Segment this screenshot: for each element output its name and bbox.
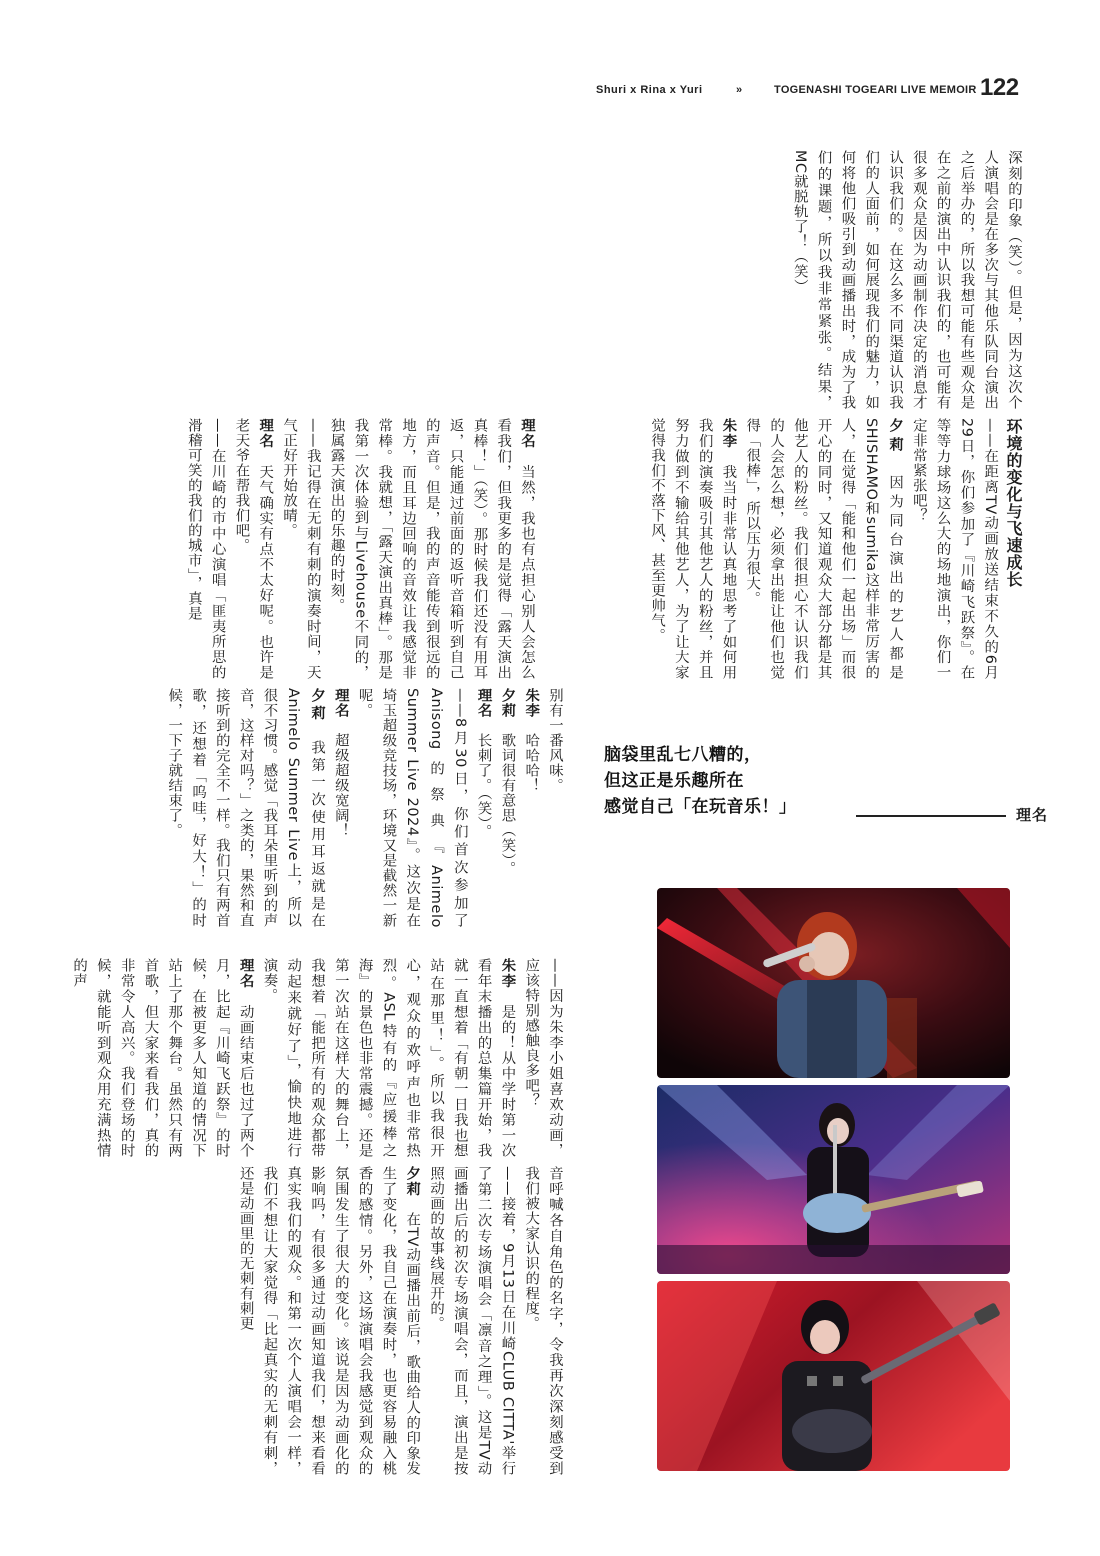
speaker-name: 朱李 <box>499 958 516 989</box>
quote-line: 脑袋里乱七八糟的， <box>604 745 762 765</box>
running-header <box>588 72 1028 106</box>
page-number: 122 <box>980 74 1019 101</box>
guitarist-photo <box>657 1085 1010 1274</box>
interview-answer <box>324 418 538 680</box>
interview-answer <box>328 688 352 928</box>
text-block-e <box>71 958 566 1159</box>
answer-text: 当然，我也有点担心别人会怎么看我们，但我更多的是觉得「露天演出真棒！」（笑）。那时候我们还没有用耳返，只能通过前面的返听音箱听到自己的声音。但是，我的声音能传到很远的地方，而且耳边回响的音效让我感觉非常棒。我就想，「露天演出真棒」。那是我第一次体验到与Livehouse不同的，独属露天演出的乐趣的时刻。 <box>328 418 535 680</box>
answer-text: 是的！从中学时第一次看年末播出的总集篇开始，我就一直想着「有朝一日我也想站在那里！」。所以我很开心，观众的欢呼声也非常热烈。ASL特有的『应援棒之海』的景色也非常震撼。还是第一次站在这样大的舞台上，我想着「能把所有的观众都带动起来就好了」，愉快地进行演奏。 <box>261 958 516 1159</box>
interview-answer <box>66 958 256 1158</box>
quote-rule <box>856 815 1006 817</box>
interview-question: ——在川崎的市中心演唱「匪夷所思的滑稽可笑的我们的城市」，真是 <box>185 418 226 680</box>
answer-text: 超级超级宽阔！ <box>332 733 349 838</box>
header-title: TOGENASHI TOGEARI LIVE MEMOIR <box>774 84 977 96</box>
quote-line: 但这正是乐趣所在 <box>604 771 744 791</box>
interview-question: ——在距离TV动画放送结束不久的6月29日，你们参加了『川崎飞跃祭』。在等等力球场这么大的场地演出，你们一定非常紧张吧？ <box>910 418 999 680</box>
interview-answer <box>495 688 519 928</box>
text-block-c <box>110 418 538 680</box>
interview-answer <box>233 1166 423 1476</box>
header-names: Shuri x Rina x Yuri <box>596 84 703 96</box>
paragraph: 别有一番风味。 <box>547 688 563 793</box>
interview-answer <box>161 688 328 928</box>
interview-answer <box>471 688 495 928</box>
interview-answer <box>229 418 277 680</box>
speaker-name: 朱李 <box>720 418 737 449</box>
answer-text: 歌词很有意思（笑）。 <box>499 733 516 876</box>
header-separator: » <box>736 84 743 96</box>
quote-line: 感觉自己「在玩音乐！」 <box>604 797 797 817</box>
answer-text: 天气确实有点不太好呢。也许是老天爷在帮我们吧。 <box>233 418 274 680</box>
answer-text: 因为同台演出的艺人都是SHISHAMO和sumika这样非常厉害的人，在觉得「能和他们一起出场」而很开心的同时，又知道观众大部分都是其他艺人的粉丝。我们很担心不认识我们的人会怎么想，必须拿出能让他们也觉得「很棒」，所以压力很大。 <box>744 418 904 680</box>
speaker-name: 夕莉 <box>499 688 516 718</box>
speaker-name: 理名 <box>475 688 492 718</box>
text-block-b <box>548 418 1025 680</box>
interview-question: ——接着，9月13日在川崎CLUB CITTA'举行了第二次专场演唱会「凛音之理」。这是TV动画播出后的初次专场演唱会，而且，演出是按照动画的故事线展开的。 <box>428 1166 516 1476</box>
interview-answer <box>257 958 519 1158</box>
interview-answer <box>644 418 739 680</box>
quote-attribution: 理名 <box>1016 806 1049 824</box>
interview-answer <box>518 688 542 928</box>
interview-question: ——因为朱李小姐喜欢动画，应该特别感触良多吧？ <box>523 958 563 1158</box>
answer-text: 哈哈哈！ <box>523 733 540 793</box>
bassist-photo <box>657 1281 1010 1471</box>
speaker-name: 理名 <box>519 418 535 449</box>
speaker-name: 朱李 <box>523 688 540 718</box>
paragraph: 深刻的印象（笑）。但是，因为这次个人演唱会是在多次与其他乐队同台演出之后举办的，所以我想可能有些观众是在之前的演出中认识我们的，也可能有很多观众是因为动画制作决定的消息才认识我们的。在这么多不同渠道认识我们的人面前，如何展现我们的魅力，如何将他们吸引到动画播出时，成为了我们的课题，所以我非常紧张。结果，MC就脱轨了！（笑） <box>791 150 1022 410</box>
speaker-name: 理名 <box>237 958 254 989</box>
interview-answer <box>739 418 906 680</box>
speaker-name: 夕莉 <box>404 1166 421 1197</box>
text-block-f <box>110 1166 566 1476</box>
paragraph: 音呼喊各自角色的名字，令我再次深刻感受到我们被大家认识的程度。 <box>523 1166 563 1476</box>
speaker-name: 理名 <box>332 688 349 718</box>
answer-text: 长刺了。（笑）。 <box>475 733 492 839</box>
interview-question: ——我记得在无刺有刺的演奏时间，天气正好开始放晴。 <box>281 418 321 680</box>
speaker-name: 夕莉 <box>887 418 904 456</box>
answer-text: 我当时非常认真地思考了如何用我们的演奏吸引其他艺人的粉丝，并且努力做到不输给其他艺人，为了让大家觉得我们不落下风、甚至更帅气。 <box>649 418 737 680</box>
pull-quote <box>604 742 1064 832</box>
singer-microphone-photo <box>657 888 1010 1078</box>
text-block-d <box>110 688 566 928</box>
speaker-name: 理名 <box>257 418 274 449</box>
interview-question: ——8月30日，你们首次参加了Anisong的祭典『Animelo Summer Live 2024』。这次是在埼玉超级竞技场，环境又是截然一新呢。 <box>356 688 468 928</box>
section-heading: 环境的变化与飞速成长 <box>1004 418 1023 588</box>
answer-text: 在TV动画播出前后，歌曲给人的印象发生了变化，我自己在演奏时，也更容易融入桃香的感情。另外，这场演唱会我感觉到观众的氛围发生了很大的变化。该说是因为动画化的影响吗，有很多通过动画知道我们，想来看看真实我们的观众。和第一次个人演唱会一样，我们不想让大家觉得「比起真实的无刺有刺，还是动画里的无刺有刺更 <box>237 1166 421 1477</box>
speaker-name: 夕莉 <box>309 688 326 723</box>
answer-text: 我第一次使用耳返就是在Animelo Summer Live上，所以很不习惯。感觉「我耳朵里听到的声音，这样对吗？」之类的，果然和直接听到的完全不一样。我们只有两首歌，还想着「呜哇，好大！」的时候，一下子就结束了。 <box>166 688 326 929</box>
text-block-a <box>735 150 1025 410</box>
answer-text: 动画结束后也过了两个月，比起『川崎飞跃祭』的时候，在被更多人知道的情况下站上了那个舞台。虽然只有两首歌，但大家来看我们，真的非常令人高兴。我们登场的时候，就能听到观众用充满热情的声 <box>71 958 254 1159</box>
